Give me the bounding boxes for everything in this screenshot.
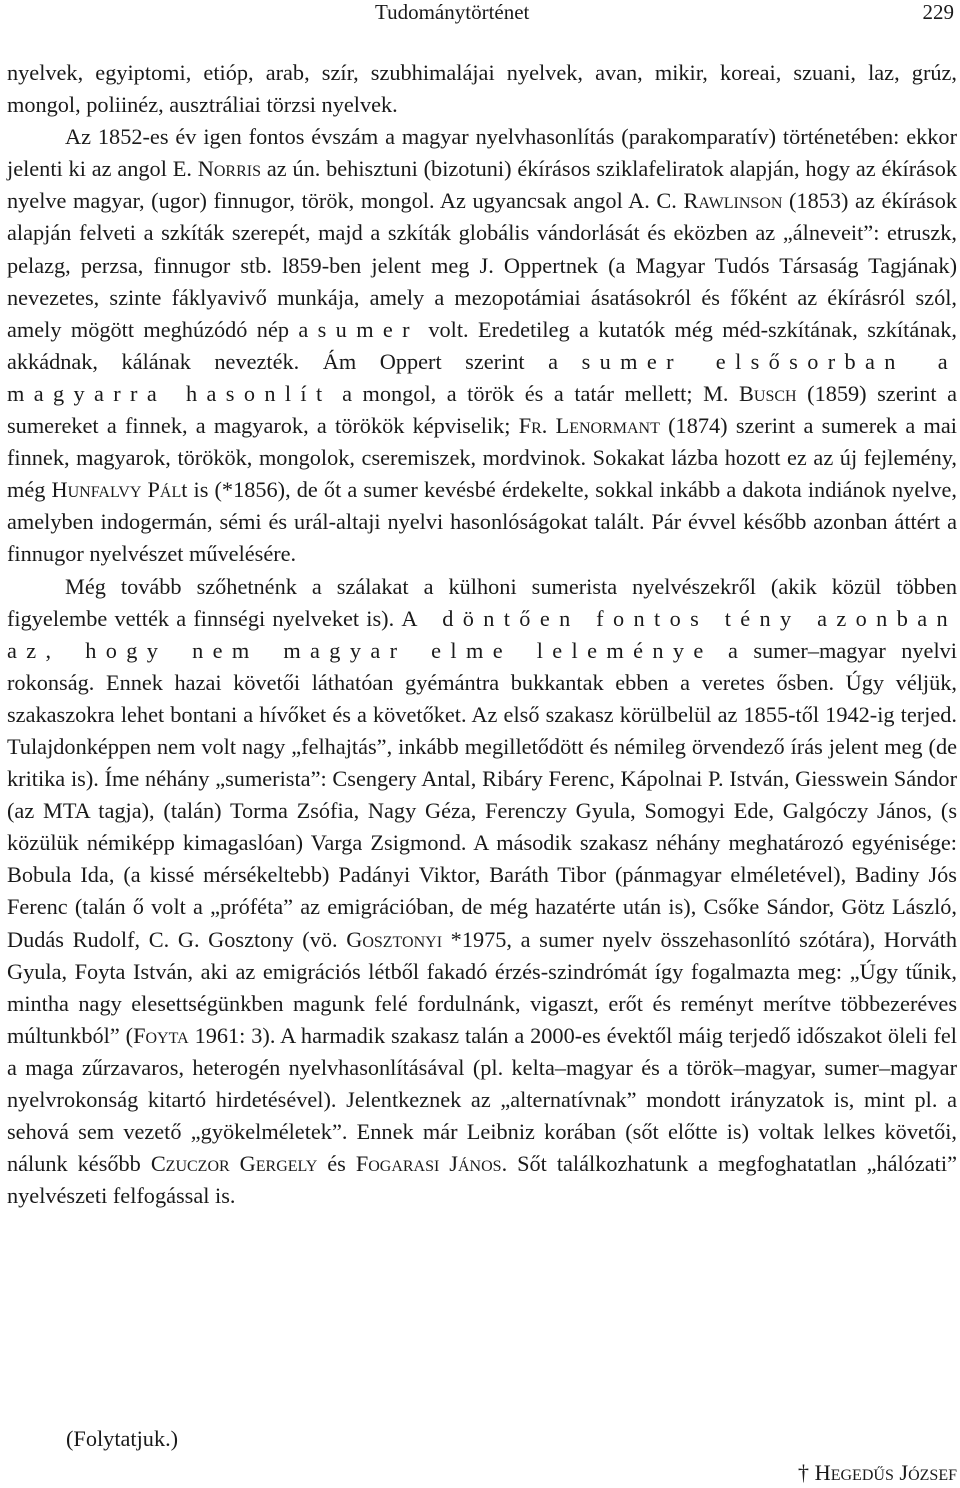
text-run: az ún. behisztuni (bizotuni) ékírásos sziklafeliratok alapján, hogy az ékírások nyelve magyar, (ugor) finnugor, török, mongol. Az ugyancsak angol A. C.: [7, 156, 957, 214]
spaced-emphasis: sumer elsősorban a magyarra hasonlít: [7, 348, 957, 406]
spaced-emphasis: sumer: [317, 316, 419, 342]
cross-icon: †: [797, 1460, 810, 1485]
paragraph-3: [7, 571, 957, 1213]
text-run: (1874) szerint a sumerek a mai finnek, magyarok, törökök, mongolok, cseremiszek, mordvinok. Sokakat lázba hozott ez az új fejlemény, még: [7, 413, 957, 503]
text-run: (1859) szerint a sumereket a finnek, a magyarok, a törökök képviselik;: [7, 380, 957, 439]
author-name-norris: Norris: [197, 156, 261, 182]
text-run: t is (*1856), de őt a sumer kevésbé érdekelte, sokkal inkább a dakota indiánok nyelve, amelyben indogermán, sémi és urál-altaji nyelvi hasonlóságokat talált. Pár évvel később azonban áttért a finnugor nyelvészet művelésére.: [7, 477, 957, 567]
author-name-hunfalvy: Hunfalvy Pál: [51, 477, 182, 503]
text-run: a mongol, a török és a tatár mellett; M.: [331, 380, 740, 406]
text-run: a sumer–magyar nyelvi rokonság. Ennek hazai követői láthatóan gyémántra bukkantak ebben a veretes ősben. Úgy véljük, szakaszokra lehet bontani a hívőket és a követőket. Az első szakasz körülbelül az 1855-től 1942-ig terjed. Tulajdonképpen nem volt nagy „felhajtás”, inkább megilletődött és némileg örvendező írás jelent meg (de kritika is). Íme néhány „sumerista”: Csengery Antal, Ribáry Ferenc, Kápolnai P. István, Giesswein Sándor (az MTA tagja), (talán) Torma Zsófia, Nagy Géza, Ferenczy Gyula, Somogyi Ede, Galgóczy János, (s közülük némiképp kimagaslóan) Varga Zsigmond. A második szakasz néhány meghatározó egyénisége: Bobula Ida, (a kissé mérsékeltebb) Padányi Viktor, Baráth Tibor (pánmagyar elméletével), Badiny Jós Ferenc (talán ő volt a „próféta” az emigrációban, de még hazatérte után is), Csőke Sándor, Götz László, Dudás Rudolf, C. G. Gosztony (vö.: [7, 637, 957, 952]
author-name-lenormant: Fr. Lenormant: [518, 413, 660, 439]
running-title: Tudománytörténet: [375, 0, 530, 24]
spaced-emphasis: A döntően fontos tény azonban az, hogy nem magyar elme leleménye: [7, 605, 957, 663]
author-name-foyta: Foyta: [133, 1022, 189, 1048]
text-run: *1975, a sumer nyelv összehasonlító szótára), Horváth Gyula, Foyta István, aki az emigrációs létből fakadó érzés-szindrómát így fogalmazta meg: „Úgy tűnik, mintha nagy elesettségünkben magunk felé fordulnánk, vigaszt, erőt és reményt merítve többezeréves múltunkból” (: [7, 926, 957, 1048]
text-run: . Sőt találkozhatunk a megfoghatatlan „hálózati” nyelvészeti felfogással is.: [7, 1151, 957, 1209]
author-name-rawlinson: Rawlinson: [683, 188, 783, 214]
author-name: Hegedűs József: [814, 1460, 957, 1485]
text-run: nyelvek, egyiptomi, etióp, arab, szír, szubhimalájai nyelvek, avan, mikir, koreai, szuani, laz, grúz, mongol, poliinéz, ausztráliai törzsi nyelvek.: [7, 60, 957, 118]
to-be-continued-note: (Folytatjuk.): [66, 1426, 179, 1451]
author-name-gosztonyi: Gosztonyi: [346, 926, 443, 952]
text-run: 1961: 3). A harmadik szakasz talán a 2000-es évektől máig terjedő időszakot öleli fel a maga zűrzavaros, heterogén nyelvhasonlításával (pl. kelta–magyar és a török–magyar, sumer–magyar nyelvrokonság kitartó hirdetésével). Jelentkeznek az „alternatívnak” mondott irányzatok is, mint pl. a sehová sem vezető „gyökelméletek”. Ennek már Leibniz korában (sőt előtte is) voltak lelkes követői, nálunk később: [7, 1022, 957, 1177]
page-header: [0, 0, 960, 26]
author-name-czuczor: Czuczor Gergely: [150, 1151, 318, 1177]
author-name-busch: Busch: [739, 380, 797, 406]
paragraph-2: [7, 121, 957, 570]
text-run: és: [317, 1151, 356, 1177]
page-number: 229: [922, 0, 954, 24]
body-text: [7, 57, 957, 1212]
text-run: volt. Eredetileg a kutatók még méd-szkítának, szkítának, akkádnak, kálának nevezték. Ám Oppert szerint a: [7, 316, 957, 374]
author-signature: [798, 1459, 957, 1487]
text-run: (1853) az ékírások alapján felveti a szkíták szerepét, majd a szkíták globális vándorlását és eközben az „álneveit”: etruszk, pelazg, perzsa, finnugor stb. l859-ben jelent meg J. Oppertnek (a Magyar Tudós Társaság Tagjának) nevezetes, szinte fáklyavivő munkája, amely a mezopotámiai ásatásokról és főként az ékírásról szól, amely mögött meghúzódó nép a: [7, 188, 957, 342]
text-run: Még tovább szőhetnénk a szálakat a külhoni sumerista nyelvészekről (akik közül többen figyelembe vették a finnségi nyelveket is).: [7, 573, 957, 631]
author-name-fogarasi: Fogarasi János: [355, 1151, 502, 1177]
paragraph-1: [7, 57, 957, 121]
text-run: Az 1852-es év igen fontos évszám a magyar nyelvhasonlítás (parakomparatív) történetében: ekkor jelenti ki az angol E.: [7, 124, 957, 182]
